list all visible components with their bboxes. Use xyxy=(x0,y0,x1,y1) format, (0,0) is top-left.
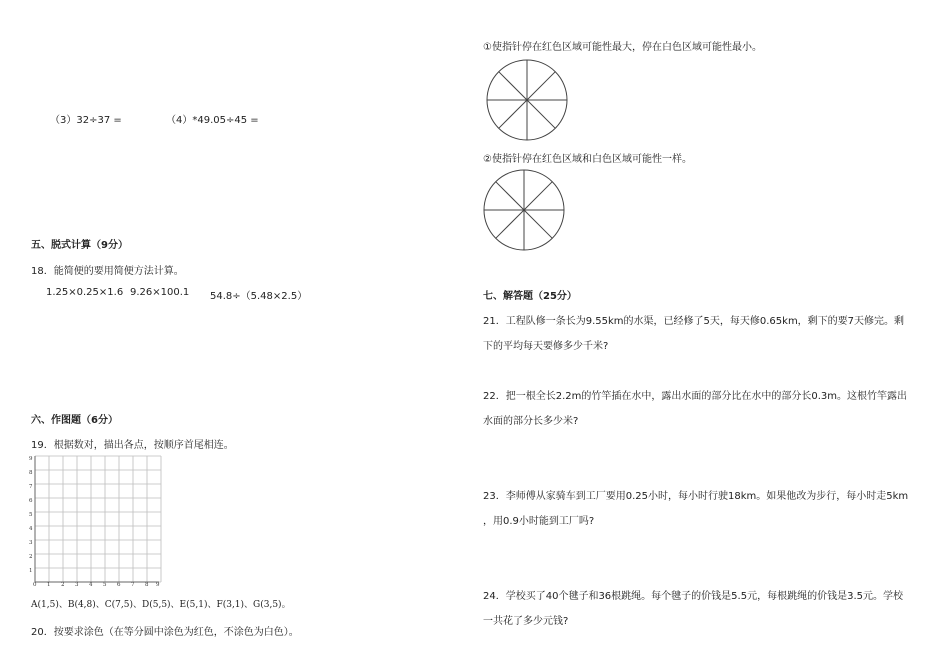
question-23-line-2: ，用0.9小时能到工厂吗? xyxy=(483,516,595,527)
question-24-line-1: 24．学校买了40个毽子和36根跳绳。每个毽子的价钱是5.5元，每根跳绳的价钱是3.5元。学校 xyxy=(483,591,903,602)
x-tick-label: 8 xyxy=(145,582,149,588)
question-19-points: A(1,5)、B(4,8)、C(7,5)、D(5,5)、E(5,1)、F(3,1)、G(3,5)。 xyxy=(31,600,291,610)
question-21-line-2: 下的平均每天要修多少千米? xyxy=(483,341,609,352)
y-tick-label: 1 xyxy=(29,568,33,574)
x-tick-label: 3 xyxy=(75,582,79,588)
question-20-text: 20．按要求涂色（在等分圆中涂色为红色，不涂色为白色）。 xyxy=(31,627,299,638)
question-24-line-2: 一共花了多少元钱? xyxy=(483,616,569,627)
y-tick-label: 9 xyxy=(29,456,33,462)
question-23-line-1: 23．李师傅从家骑车到工厂要用0.25小时，每小时行驶18km。如果他改为步行，每小时走5km xyxy=(483,491,909,502)
section-5-title: 五、脱式计算（9分） xyxy=(31,240,128,251)
eight-part-circle-2 xyxy=(482,168,566,252)
eight-part-circle-1 xyxy=(485,58,569,142)
question-18-text: 18．能简便的要用简便方法计算。 xyxy=(31,266,184,277)
question-22-line-1: 22．把一根全长2.2m的竹竿插在水中，露出水面的部分比在水中的部分长0.3m。这根竹竿露出 xyxy=(483,391,908,402)
question-21-line-1: 21．工程队修一条长为9.55km的水渠，已经修了5天，每天修0.65km，剩下的要7天修完。剩 xyxy=(483,316,905,327)
question-20-part-2: ②使指针停在红色区域和白色区域可能性一样。 xyxy=(483,154,692,165)
coordinate-grid xyxy=(25,452,165,588)
x-tick-label: 6 xyxy=(117,582,121,588)
x-tick-label: 7 xyxy=(131,582,135,588)
question-18-item-2: 9.26×100.1 xyxy=(130,287,190,298)
x-tick-label: 2 xyxy=(61,582,65,588)
x-tick-label: 4 xyxy=(89,582,93,588)
question-19-text: 19．根据数对，描出各点，按顺序首尾相连。 xyxy=(31,440,234,451)
x-tick-label: 0 xyxy=(33,582,37,588)
section-7-title: 七、解答题（25分） xyxy=(483,291,577,302)
question-4: （4）*49.05÷45 = xyxy=(166,115,259,126)
y-tick-label: 7 xyxy=(29,484,33,490)
y-tick-label: 4 xyxy=(29,526,33,532)
y-tick-label: 2 xyxy=(29,554,33,560)
x-tick-label: 1 xyxy=(47,582,51,588)
question-3: （3）32÷37 = xyxy=(50,115,122,126)
section-6-title: 六、作图题（6分） xyxy=(31,415,118,426)
x-tick-label: 9 xyxy=(156,582,160,588)
question-20-part-1: ①使指针停在红色区域可能性最大，停在白色区域可能性最小。 xyxy=(483,42,762,53)
y-tick-label: 5 xyxy=(29,512,33,518)
x-tick-label: 5 xyxy=(103,582,107,588)
question-18-item-3: 54.8÷（5.48×2.5） xyxy=(210,291,308,302)
question-18-item-1: 1.25×0.25×1.6 xyxy=(46,287,124,298)
y-tick-label: 3 xyxy=(29,540,33,546)
question-22-line-2: 水面的部分长多少米? xyxy=(483,416,579,427)
y-tick-label: 6 xyxy=(29,498,33,504)
y-tick-label: 8 xyxy=(29,470,33,476)
